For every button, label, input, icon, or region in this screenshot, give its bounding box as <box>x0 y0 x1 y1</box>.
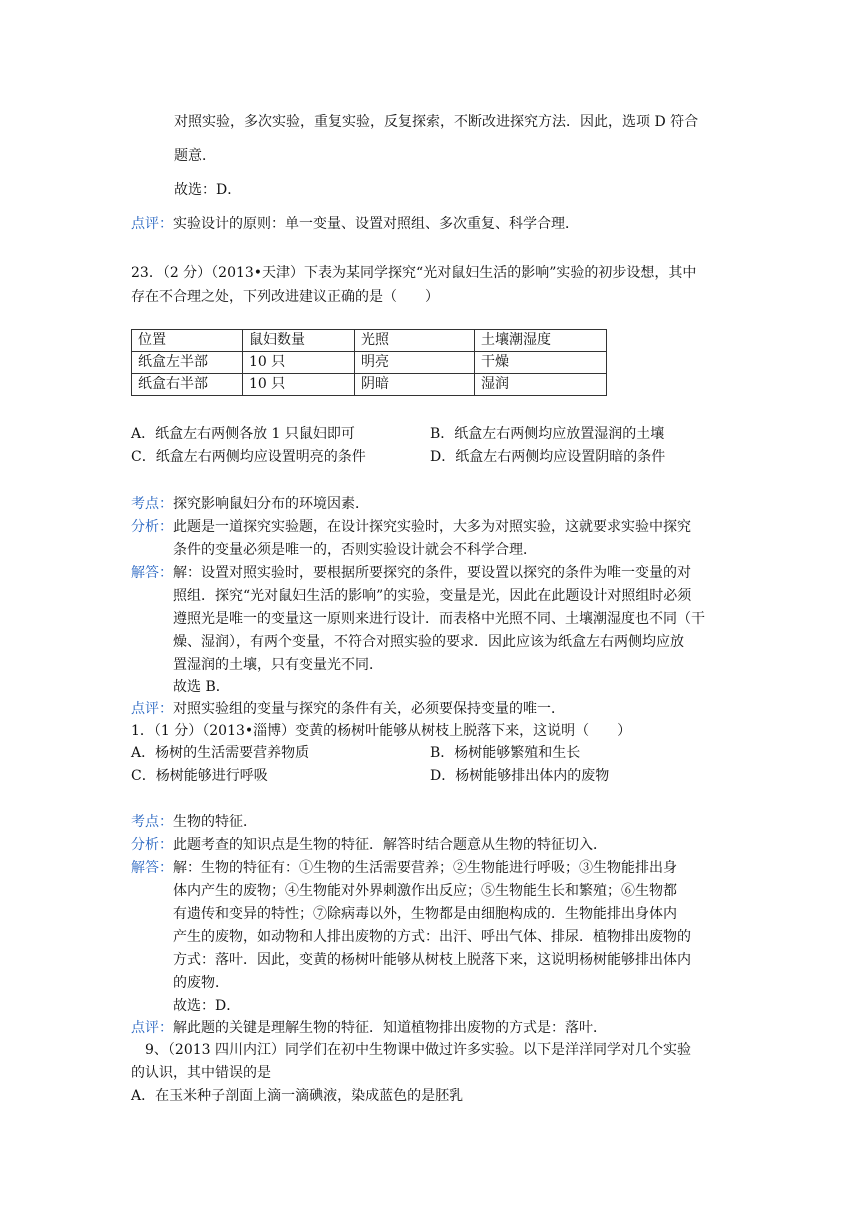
q9-stem-line-2: 的认识，其中错误的是 <box>131 1065 271 1081</box>
table-cell: 10 只 <box>243 374 355 396</box>
table-header-cell: 鼠妇数量 <box>243 330 355 352</box>
table-cell: 湿润 <box>475 374 607 396</box>
jieda-label: 解答： <box>131 860 173 876</box>
q23-stem-line-1: 23．（2 分）（2013•天津）下表为某同学探究“光对鼠妇生活的影响”实验的初步设想，其中 <box>131 265 697 281</box>
table-header-cell: 位置 <box>132 330 243 352</box>
q1-pingping <box>131 1018 607 1038</box>
q1-fenxi <box>131 835 607 855</box>
kaodian-text: 生物的特征． <box>173 814 257 830</box>
prev-comment <box>131 214 579 234</box>
q1-option-b: B．杨树能够繁殖和生长 <box>430 745 581 761</box>
fenxi-label: 分析： <box>131 519 173 535</box>
table-header-cell: 光照 <box>355 330 475 352</box>
q23-option-b: B．纸盒左右两侧均应放置湿润的土壤 <box>430 426 665 442</box>
q1-option-d: D．杨树能够排出体内的废物 <box>430 768 610 784</box>
fenxi-label: 分析： <box>131 837 173 853</box>
q23-jieda-line-3: 遵照光是唯一的变量这一原则来进行设计．而表格中光照不同、土壤潮湿度也不同（干 <box>173 611 705 627</box>
q1-jieda-line-7: 故选：D． <box>173 998 241 1014</box>
prev-answer-line-2: 题意． <box>174 148 216 164</box>
q9-stem-line-1: 9、（2013 四川内江）同学们在初中生物课中做过许多实验。以下是洋洋同学对几个实验 <box>145 1042 691 1058</box>
q23-option-a: A．纸盒左右两侧各放 1 只鼠妇即可 <box>131 426 355 442</box>
q1-kaodian <box>131 812 257 832</box>
kaodian-label: 考点： <box>131 496 173 512</box>
q23-pingping <box>131 699 565 719</box>
q9-option-a: A．在玉米种子剖面上滴一滴碘液，染成蓝色的是胚乳 <box>131 1088 464 1104</box>
jieda-text: 解：设置对照实验时，要根据所要探究的条件，要设置以探究的条件为唯一变量的对 <box>173 565 691 581</box>
q23-kaodian <box>131 494 369 514</box>
q1-option-c: C．杨树能够进行呼吸 <box>131 768 268 784</box>
comment-label: 点评： <box>131 216 173 232</box>
q1-jieda-line-4: 产生的废物，如动物和人排出废物的方式：出汗、呼出气体、排尿．植物排出废物的 <box>173 929 691 945</box>
table-cell: 干燥 <box>475 352 607 374</box>
pingping-label: 点评： <box>131 1020 173 1036</box>
q23-stem-line-2: 存在不合理之处，下列改进建议正确的是（ ） <box>131 289 439 305</box>
prev-answer-line-1: 对照实验，多次实验，重复实验，反复探索，不断改进探究方法．因此，选项 D 符合 <box>174 114 699 130</box>
table-cell: 阴暗 <box>355 374 475 396</box>
table-cell: 10 只 <box>243 352 355 374</box>
fenxi-text: 此题是一道探究实验题，在设计探究实验时，大多为对照实验，这就要求实验中探究 <box>173 519 691 535</box>
table-cell: 明亮 <box>355 352 475 374</box>
table-row <box>132 352 607 374</box>
table-cell: 纸盒右半部 <box>132 374 243 396</box>
q23-jieda <box>131 563 691 583</box>
jieda-label: 解答： <box>131 565 173 581</box>
pingping-text: 对照实验组的变量与探究的条件有关，必须要保持变量的唯一． <box>173 701 565 717</box>
q1-jieda-line-6: 的废物． <box>173 975 229 991</box>
q23-jieda-line-6: 故选 B． <box>173 679 230 695</box>
q23-jieda-line-5: 置湿润的土壤，只有变量光不同． <box>173 657 383 673</box>
comment-text: 实验设计的原则：单一变量、设置对照组、多次重复、科学合理． <box>173 216 579 232</box>
pingping-text: 解此题的关键是理解生物的特征．知道植物排出废物的方式是：落叶． <box>173 1020 607 1036</box>
prev-answer-choice: 故选：D． <box>174 182 242 198</box>
kaodian-text: 探究影响鼠妇分布的环境因素． <box>173 496 369 512</box>
pingping-label: 点评： <box>131 701 173 717</box>
table-header-row <box>132 330 607 352</box>
q1-option-a: A．杨树的生活需要营养物质 <box>131 745 310 761</box>
q23-jieda-line-2: 照组．探究“光对鼠妇生活的影响”的实验，变量是光，因此在此题设计对照组时必须 <box>173 588 692 604</box>
q23-option-c: C．纸盒左右两侧均应设置明亮的条件 <box>131 449 366 465</box>
q1-jieda-line-3: 有遗传和变异的特性；⑦除病毒以外，生物都是由细胞构成的．生物能排出身体内 <box>173 906 677 922</box>
q1-jieda <box>131 858 677 878</box>
fenxi-text: 此题考查的知识点是生物的特征．解答时结合题意从生物的特征切入． <box>173 837 607 853</box>
table-row <box>132 374 607 396</box>
jieda-text: 解：生物的特征有：①生物的生活需要营养；②生物能进行呼吸；③生物能排出身 <box>173 860 677 876</box>
table-cell: 纸盒左半部 <box>132 352 243 374</box>
q1-stem: 1．（1 分）（2013•淄博）变黄的杨树叶能够从树枝上脱落下来，这说明（ ） <box>131 723 632 739</box>
q23-jieda-line-4: 燥、湿润），有两个变量，不符合对照实验的要求．因此应该为纸盒左右两侧均应放 <box>173 634 684 650</box>
q23-fenxi <box>131 517 691 537</box>
q1-jieda-line-2: 体内产生的废物；④生物能对外界刺激作出反应；⑤生物能生长和繁殖；⑥生物都 <box>173 883 677 899</box>
q1-jieda-line-5: 方式：落叶．因此，变黄的杨树叶能够从树枝上脱落下来，这说明杨树能够排出体内 <box>173 952 691 968</box>
table-header-cell: 土壤潮湿度 <box>475 330 607 352</box>
experiment-table <box>131 329 607 396</box>
q23-fenxi-line-2: 条件的变量必须是唯一的，否则实验设计就会不科学合理． <box>173 542 537 558</box>
q23-option-d: D．纸盒左右两侧均应设置阴暗的条件 <box>430 449 666 465</box>
kaodian-label: 考点： <box>131 814 173 830</box>
